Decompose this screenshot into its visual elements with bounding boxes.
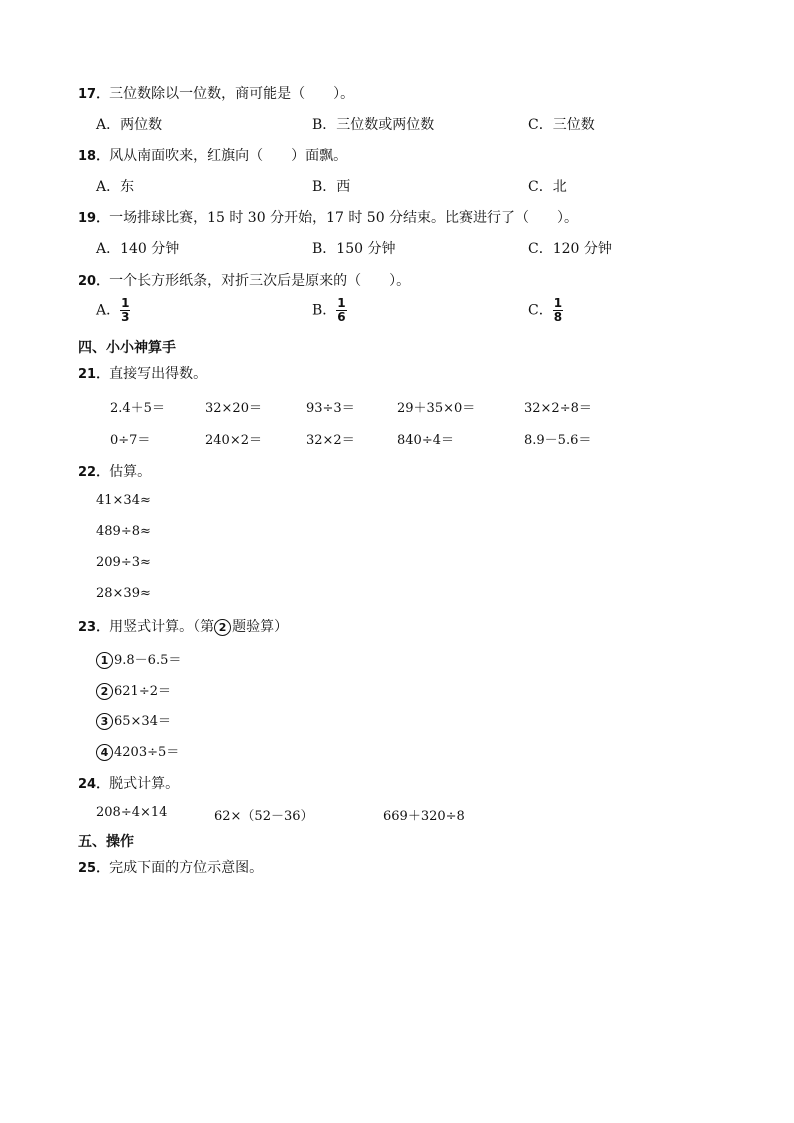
question-number: 18． — [78, 149, 110, 164]
option-label: C． — [528, 302, 553, 319]
question-text: 直接写出得数。 — [109, 366, 208, 382]
question-text: 风从南面吹来，红旗向（ ）面飘。 — [109, 148, 348, 164]
expression: 65×34＝ — [114, 714, 171, 729]
estimate-item: 489÷8≈ — [96, 524, 151, 539]
question-text: 完成下面的方位示意图。 — [109, 860, 264, 876]
option-a[interactable]: A．两位数 — [96, 117, 163, 133]
oral-calc-item: 93÷3＝ — [306, 401, 355, 416]
expression: 9.8－6.5＝ — [114, 653, 182, 668]
question-text: 脱式计算。 — [109, 776, 180, 792]
oral-calc-item: 29＋35×0＝ — [397, 401, 476, 416]
denominator: 6 — [337, 310, 346, 324]
circled-number: 1 — [96, 652, 113, 669]
question-number: 20． — [78, 274, 110, 289]
question-20 — [78, 270, 410, 290]
oral-calc-item: 2.4＋5＝ — [110, 401, 165, 416]
question-21 — [78, 363, 207, 383]
question-text: 三位数除以一位数，商可能是（ ）。 — [109, 86, 355, 102]
question-text: 一场排球比赛，15 时 30 分开始，17 时 50 分结束。比赛进行了（ ）。 — [109, 210, 579, 226]
option-b[interactable]: B．150 分钟 — [312, 241, 396, 257]
fraction — [120, 297, 130, 324]
option-a[interactable]: A．140 分钟 — [96, 241, 180, 257]
numerator: 1 — [121, 296, 130, 310]
fraction — [336, 297, 346, 324]
option-label: B． — [312, 302, 337, 319]
option-c[interactable]: C．120 分钟 — [528, 241, 612, 257]
option-b[interactable] — [312, 297, 347, 324]
oral-calc-item: 32×2＝ — [306, 433, 355, 448]
numerator: 1 — [337, 296, 346, 310]
denominator: 3 — [121, 310, 130, 324]
estimate-item: 28×39≈ — [96, 586, 151, 601]
denominator: 8 — [553, 310, 563, 324]
question-text: 用竖式计算。（第 — [109, 619, 215, 635]
question-25 — [78, 857, 263, 877]
question-22 — [78, 461, 151, 481]
vertical-calc-item — [96, 680, 171, 700]
circled-number: 4 — [96, 744, 113, 761]
step-calc-item: 62×（52－36） — [214, 809, 314, 824]
option-c[interactable]: C．三位数 — [528, 117, 595, 133]
circled-number: 3 — [96, 713, 113, 730]
question-number: 25． — [78, 861, 110, 876]
section-heading-4: 四、小小神算手 — [78, 340, 176, 356]
estimate-item: 41×34≈ — [96, 493, 151, 508]
step-calc-item: 208÷4×14 — [96, 805, 168, 820]
oral-calc-item: 840÷4＝ — [397, 433, 454, 448]
question-24 — [78, 773, 179, 793]
vertical-calc-item — [96, 741, 179, 761]
question-number: 23． — [78, 620, 110, 635]
question-number: 19． — [78, 211, 110, 226]
numerator: 1 — [553, 296, 563, 310]
question-17 — [78, 83, 354, 103]
estimate-item: 209÷3≈ — [96, 555, 151, 570]
step-calc-item: 669＋320÷8 — [383, 809, 465, 824]
question-number: 21． — [78, 367, 110, 382]
vertical-calc-item — [96, 710, 171, 730]
question-text: 题验算） — [232, 619, 289, 635]
option-a[interactable]: A．东 — [96, 179, 135, 195]
question-19 — [78, 207, 578, 227]
question-23 — [78, 616, 288, 636]
expression: 4203÷5＝ — [114, 745, 180, 760]
circled-number: 2 — [214, 619, 231, 636]
option-c[interactable] — [528, 297, 563, 324]
oral-calc-item: 8.9－5.6＝ — [524, 433, 592, 448]
section-heading-5: 五、操作 — [78, 834, 134, 850]
option-b[interactable]: B．三位数或两位数 — [312, 117, 435, 133]
circled-number: 2 — [96, 683, 113, 700]
option-c[interactable]: C．北 — [528, 179, 567, 195]
question-number: 22． — [78, 465, 110, 480]
question-text: 一个长方形纸条，对折三次后是原来的（ ）。 — [109, 273, 411, 289]
expression: 621÷2＝ — [114, 684, 171, 699]
question-number: 24． — [78, 777, 110, 792]
option-label: A． — [96, 302, 121, 319]
question-text: 估算。 — [109, 464, 152, 480]
oral-calc-item: 32×20＝ — [205, 401, 262, 416]
oral-calc-item: 32×2÷8＝ — [524, 401, 592, 416]
option-a[interactable] — [96, 297, 130, 324]
oral-calc-item: 240×2＝ — [205, 433, 262, 448]
fraction — [553, 297, 563, 324]
question-18 — [78, 145, 347, 165]
question-number: 17． — [78, 87, 110, 102]
oral-calc-item: 0÷7＝ — [110, 433, 151, 448]
vertical-calc-item — [96, 649, 181, 669]
option-b[interactable]: B．西 — [312, 179, 351, 195]
